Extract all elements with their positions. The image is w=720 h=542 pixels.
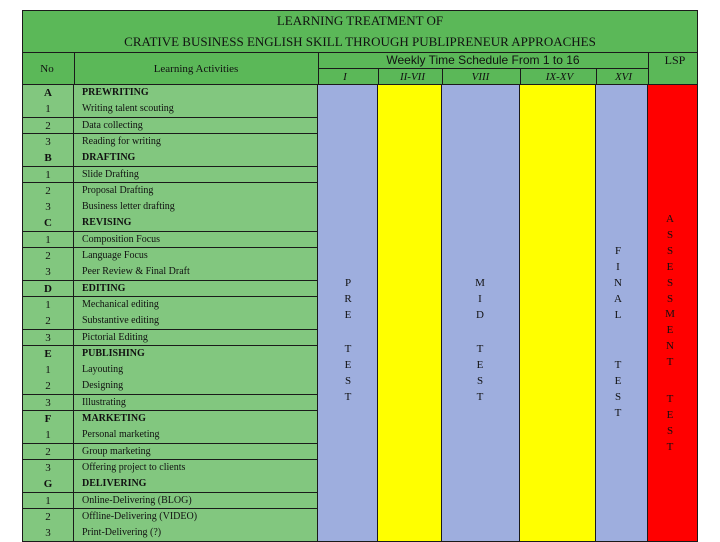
row-number: 2	[45, 445, 51, 458]
schedule-cell	[378, 167, 442, 184]
schedule-cell	[520, 85, 596, 102]
schedule-cell	[378, 297, 442, 314]
schedule-cell	[520, 525, 596, 542]
activity-label: Proposal Drafting	[82, 184, 154, 196]
schedule-cell	[648, 493, 698, 510]
activity-label: Personal marketing	[82, 429, 160, 441]
schedule-cell	[648, 476, 698, 493]
row-number: 1	[45, 364, 51, 377]
schedule-cell	[318, 525, 378, 542]
schedule-cell	[520, 150, 596, 167]
schedule-cell	[378, 101, 442, 118]
schedule-cell	[318, 509, 378, 526]
schedule-cell	[596, 476, 648, 493]
schedule-cell	[318, 101, 378, 118]
schedule-cell	[596, 493, 648, 510]
schedule-cell	[520, 395, 596, 412]
week-header-XVI: XVI	[614, 71, 633, 83]
schedule-cell	[596, 101, 648, 118]
header-rule-top	[22, 52, 698, 53]
schedule-cell	[520, 183, 596, 200]
schedule-cell	[596, 167, 648, 184]
schedule-cell	[378, 427, 442, 444]
final-test-label: F I N A L	[614, 245, 622, 321]
activity-label: Mechanical editing	[82, 298, 159, 310]
schedule-cell	[648, 118, 698, 135]
section-heading: PREWRITING	[82, 87, 149, 98]
activity-label: Business letter drafting	[82, 201, 175, 213]
schedule-cell	[378, 232, 442, 249]
schedule-cell	[318, 199, 378, 216]
schedule-cell	[442, 427, 520, 444]
schedule-cell	[378, 134, 442, 151]
activity-label: Slide Drafting	[82, 168, 139, 180]
header-divider-lsp	[648, 52, 649, 85]
row-number: 3	[45, 527, 51, 540]
schedule-cell	[520, 167, 596, 184]
row-number: D	[44, 282, 52, 295]
schedule-cell	[520, 460, 596, 477]
assessment-label: A S S E S S M E N T	[665, 213, 675, 369]
row-number: 2	[45, 380, 51, 393]
schedule-cell	[648, 509, 698, 526]
schedule-cell	[378, 118, 442, 135]
activity-label: Data collecting	[82, 119, 143, 131]
schedule-cell	[318, 118, 378, 135]
row-number: 2	[45, 250, 51, 262]
header-divider-week-2	[520, 68, 521, 85]
activity-label: Group marketing	[82, 445, 151, 457]
row-number: E	[44, 347, 52, 360]
column-header-no: No	[40, 63, 54, 75]
schedule-cell	[318, 183, 378, 200]
schedule-cell	[442, 444, 520, 461]
schedule-cell	[596, 199, 648, 216]
schedule-cell	[520, 362, 596, 379]
pre-test-label: P R E	[344, 277, 352, 321]
schedule-cell	[442, 118, 520, 135]
mid-test-label: M I D	[475, 277, 485, 321]
schedule-cell	[442, 101, 520, 118]
row-number: 1	[45, 298, 51, 311]
header-rule-weeks	[318, 68, 648, 69]
row-number: G	[43, 478, 53, 491]
schedule-cell	[378, 150, 442, 167]
schedule-cell	[596, 525, 648, 542]
row-number: 3	[45, 266, 51, 279]
schedule-cell	[442, 85, 520, 102]
week-I-test-label: T E S T	[344, 343, 352, 403]
activity-label: Peer Review & Final Draft	[82, 266, 190, 278]
schedule-cell	[520, 427, 596, 444]
schedule-cell	[596, 427, 648, 444]
title-line-2: CRATIVE BUSINESS ENGLISH SKILL THROUGH PUBLIPRENEUR APPROACHES	[124, 34, 596, 49]
schedule-cell	[442, 493, 520, 510]
activity-label: Online-Delivering (BLOG)	[82, 494, 192, 506]
schedule-cell	[648, 85, 698, 102]
schedule-cell	[648, 525, 698, 542]
schedule-cell	[596, 150, 648, 167]
schedule-cell	[378, 313, 442, 330]
schedule-cell	[648, 134, 698, 151]
row-number: C	[44, 217, 52, 230]
schedule-cell	[378, 460, 442, 477]
row-number: 3	[45, 135, 51, 148]
schedule-cell	[378, 395, 442, 412]
activity-label: Designing	[82, 380, 124, 392]
schedule-cell	[520, 411, 596, 428]
schedule-cell	[318, 476, 378, 493]
schedule-cell	[520, 248, 596, 265]
schedule-cell	[596, 183, 648, 200]
schedule-cell	[520, 330, 596, 347]
schedule-cell	[520, 118, 596, 135]
schedule-cell	[596, 215, 648, 232]
schedule-cell	[378, 493, 442, 510]
activity-label: Illustrating	[82, 396, 126, 408]
activity-label: Reading for writing	[82, 135, 161, 147]
schedule-cell	[520, 444, 596, 461]
row-number: F	[44, 413, 52, 425]
schedule-cell	[596, 444, 648, 461]
section-heading: REVISING	[82, 217, 132, 229]
schedule-cell	[378, 199, 442, 216]
row-number: 2	[45, 184, 51, 197]
schedule-cell	[318, 150, 378, 167]
schedule-cell	[442, 525, 520, 542]
week-XVI-test-label: T E S T	[614, 359, 622, 419]
row-number: 3	[45, 331, 51, 344]
schedule-cell	[378, 411, 442, 428]
schedule-cell	[318, 493, 378, 510]
lsp-test-label: T E S T	[666, 393, 674, 453]
schedule-cell	[442, 134, 520, 151]
schedule-cell	[520, 313, 596, 330]
schedule-cell	[520, 215, 596, 232]
section-heading: PUBLISHING	[82, 347, 145, 359]
schedule-cell	[378, 330, 442, 347]
schedule-cell	[378, 378, 442, 395]
section-heading: MARKETING	[82, 413, 146, 424]
schedule-cell	[442, 509, 520, 526]
schedule-cell	[520, 378, 596, 395]
schedule-cell	[318, 427, 378, 444]
schedule-cell	[520, 346, 596, 363]
schedule-cell	[378, 183, 442, 200]
week-header-II-VII: II-VII	[399, 71, 426, 83]
schedule-cell	[520, 264, 596, 281]
header-divider-week-0	[378, 68, 379, 85]
section-heading: EDITING	[82, 282, 126, 294]
schedule-cell	[442, 248, 520, 265]
schedule-cell	[442, 476, 520, 493]
header-divider-no	[74, 52, 75, 85]
schedule-cell	[648, 167, 698, 184]
schedule-cell	[378, 476, 442, 493]
row-number: A	[44, 87, 52, 99]
schedule-cell	[318, 167, 378, 184]
section-heading: DELIVERING	[82, 478, 147, 490]
row-number: 2	[45, 315, 51, 328]
row-number: 1	[45, 168, 51, 181]
schedule-cell	[596, 460, 648, 477]
row-number: 3	[45, 396, 51, 409]
schedule-cell	[378, 525, 442, 542]
row-number: 1	[45, 429, 51, 442]
header-divider-week-3	[596, 68, 597, 85]
schedule-cell	[378, 444, 442, 461]
schedule-cell	[318, 85, 378, 102]
schedule-cell	[378, 85, 442, 102]
schedule-cell	[378, 362, 442, 379]
schedule-cell	[520, 476, 596, 493]
week-VIII-test-label: T E S T	[476, 343, 484, 403]
schedule-cell	[442, 460, 520, 477]
schedule-cell	[648, 101, 698, 118]
schedule-cell	[648, 150, 698, 167]
schedule-cell	[318, 444, 378, 461]
schedule-cell	[318, 411, 378, 428]
schedule-cell	[520, 232, 596, 249]
schedule-cell	[596, 118, 648, 135]
schedule-cell	[378, 346, 442, 363]
schedule-cell	[520, 199, 596, 216]
schedule-cell	[318, 232, 378, 249]
schedule-cell	[318, 460, 378, 477]
activity-label: Print-Delivering (?)	[82, 527, 162, 539]
activity-label: Pictorial Editing	[82, 331, 148, 343]
activity-label: Composition Focus	[82, 233, 161, 245]
week-header-I: I	[343, 71, 347, 83]
title-line-1: LEARNING TREATMENT OF	[276, 13, 444, 28]
row-number: 1	[45, 233, 51, 246]
row-number: 1	[45, 103, 51, 116]
week-header-VIII: VIII	[471, 71, 490, 83]
schedule-cell	[378, 215, 442, 232]
schedule-cell	[648, 460, 698, 477]
column-header-activities: Learning Activities	[153, 63, 239, 75]
row-number: B	[44, 152, 52, 165]
row-number: 1	[45, 494, 51, 507]
column-header-lsp: LSP	[664, 53, 686, 67]
activity-label: Offline-Delivering (VIDEO)	[82, 510, 198, 522]
schedule-cell	[442, 167, 520, 184]
schedule-cell	[648, 183, 698, 200]
schedule-cell	[442, 232, 520, 249]
schedule-cell	[442, 150, 520, 167]
schedule-cell	[520, 297, 596, 314]
schedule-cell	[378, 509, 442, 526]
schedule-cell	[596, 85, 648, 102]
schedule-cell	[442, 411, 520, 428]
activity-label: Writing talent scouting	[82, 103, 174, 115]
schedule-cell	[318, 134, 378, 151]
row-number: 2	[45, 119, 51, 132]
row-number: 2	[45, 510, 51, 523]
schedule-cell	[520, 134, 596, 151]
section-heading: DRAFTING	[82, 152, 136, 164]
schedule-cell	[596, 509, 648, 526]
activity-label: Offering project to clients	[82, 461, 186, 473]
row-number: 3	[45, 461, 51, 474]
header-divider-week-1	[442, 68, 443, 85]
row-number: 3	[45, 201, 51, 214]
schedule-cell	[318, 215, 378, 232]
schedule-cell	[596, 330, 648, 347]
schedule-cell	[596, 134, 648, 151]
schedule-cell	[378, 281, 442, 298]
schedule-cell	[520, 509, 596, 526]
week-header-IX-XV: IX-XV	[545, 71, 574, 83]
schedule-cell	[442, 199, 520, 216]
column-header-schedule: Weekly Time Schedule From 1 to 16	[386, 53, 580, 67]
schedule-cell	[520, 493, 596, 510]
schedule-cell	[442, 183, 520, 200]
schedule-cell	[520, 101, 596, 118]
activity-label: Language Focus	[82, 250, 148, 261]
activity-label: Layouting	[82, 364, 124, 376]
schedule-cell	[442, 215, 520, 232]
activity-label: Substantive editing	[82, 315, 159, 327]
schedule-cell	[378, 264, 442, 281]
schedule-cell	[318, 248, 378, 265]
schedule-cell	[520, 281, 596, 298]
schedule-cell	[378, 248, 442, 265]
